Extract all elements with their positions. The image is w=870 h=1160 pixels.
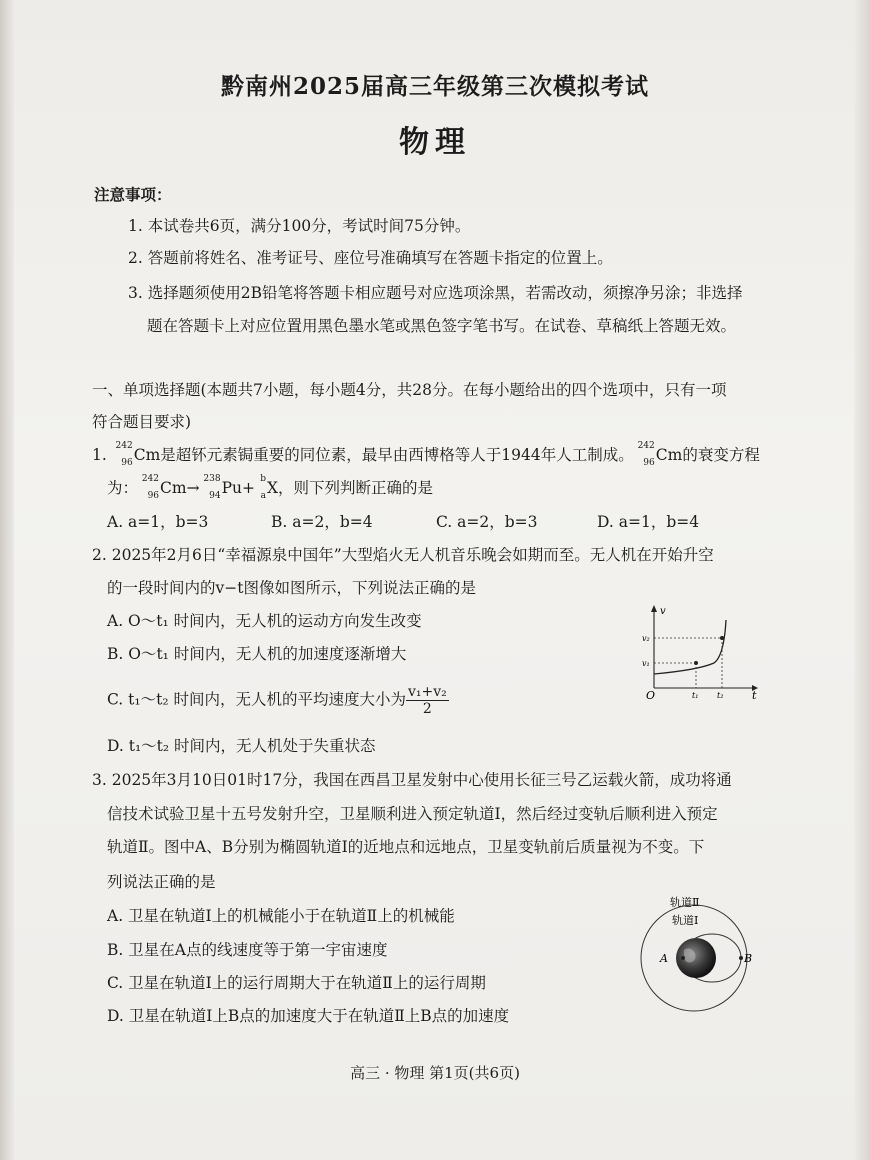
q2-option-a: A. O～t₁ 时间内，无人机的运动方向发生改变 <box>107 612 422 630</box>
q1-option-d: D. a=1，b=4 <box>597 513 700 531</box>
q1-text-b: 的衰变方程 <box>682 446 760 464</box>
q1-text-a: 是超钚元素锔重要的同位素，最早由西博格等人于1944年人工制成。 <box>160 446 634 464</box>
q2-option-b: B. O～t₁ 时间内，无人机的加速度逐渐增大 <box>107 645 407 663</box>
v-axis-arrow <box>651 605 657 612</box>
q2-option-c: C. t₁～t₂ 时间内，无人机的平均速度大小为 $\frac{\text{v₁+v₂}}{2}$ <box>107 684 447 717</box>
point-b-label: B <box>744 952 753 965</box>
exam-title: 黔南州2025届高三年级第三次模拟考试 <box>220 73 649 100</box>
page-shadow-right <box>854 0 870 1160</box>
section-heading-line1: 一、单项选择题(本题共7小题，每小题4分，共28分。在每小题给出的四个选项中，只有一项 <box>92 381 727 399</box>
question-3-line3: 轨道Ⅱ。图中A、B分别为椭圆轨道Ⅰ的近地点和远地点，卫星变轨前后质量视为不变。下 <box>107 838 705 856</box>
section-heading-line2: 符合题目要求) <box>92 413 192 431</box>
point-t2 <box>720 636 724 640</box>
q1-number: 1. <box>92 446 107 464</box>
arrow-icon: → <box>186 479 200 497</box>
t-axis-label: t <box>752 689 757 700</box>
notes-item-3-line2: 题在答题卡上对应位置用黑色墨水笔或黑色签字笔书写。在试卷、草稿纸上答题无效。 <box>147 317 737 335</box>
notes-heading: 注意事项： <box>94 185 172 204</box>
orbit-2-label: 轨道Ⅱ <box>670 896 700 909</box>
notes-item-3-line1: 3. 选择题须使用2B铅笔将答题卡相应题号对应选项涂黑，若需改动，须擦净另涂；非选择 <box>128 284 743 302</box>
question-3-line2: 信技术试验卫星十五号发射升空，卫星顺利进入预定轨道Ⅰ，然后经过变轨后顺利进入预定 <box>107 805 718 823</box>
orbit-1-label: 轨道Ⅰ <box>672 914 699 927</box>
point-a-label: A <box>660 952 668 965</box>
nuclide-pu: 238 94 <box>203 474 221 501</box>
question-1-line2: 为： 242 96 Cm→ 238 94 Pu+ b a X，则下列判断正确的是 <box>107 474 434 501</box>
v2-label: v₂ <box>642 634 650 643</box>
q3-option-b: B. 卫星在A点的线速度等于第一宇宙速度 <box>107 941 388 959</box>
point-b <box>739 956 743 960</box>
origin-label: O <box>646 689 656 700</box>
nuclide-cm-2: 242 96 <box>637 441 655 468</box>
velocity-curve <box>654 620 726 674</box>
page-shadow-left <box>0 0 14 1160</box>
nuclide-cm-3: 242 96 <box>141 474 160 501</box>
orbit-figure <box>636 890 766 1020</box>
average-velocity-fraction: $\frac{\text{v₁+v₂}}{2}$ <box>407 684 447 717</box>
q3-option-a: A. 卫星在轨道Ⅰ上的机械能小于在轨道Ⅱ上的机械能 <box>107 907 455 925</box>
point-t1 <box>694 661 698 665</box>
v1-label: v₁ <box>642 659 650 668</box>
q3-option-d: D. 卫星在轨道Ⅰ上B点的加速度大于在轨道Ⅱ上B点的加速度 <box>107 1007 510 1025</box>
q3-option-c: C. 卫星在轨道Ⅰ上的运行周期大于在轨道Ⅱ上的运行周期 <box>107 974 486 992</box>
t1-label: t₁ <box>692 691 699 700</box>
question-2-line2: 的一段时间内的v−t图像如图所示，下列说法正确的是 <box>107 579 476 597</box>
subject-title: 物理 <box>399 125 471 160</box>
t2-label: t₂ <box>717 691 724 700</box>
question-2-line1: 2. 2025年2月6日“幸福源泉中国年”大型焰火无人机音乐晚会如期而至。无人机在开始升空 <box>92 546 714 564</box>
question-1-line1: 1. 242 96 Cm是超钚元素锔重要的同位素，最早由西博格等人于1944年人工制成。 242 96 Cm的衰变方程 <box>92 441 760 468</box>
v-axis-label: v <box>660 606 666 617</box>
q1-option-c: C. a=2，b=3 <box>436 513 538 531</box>
q2-option-d: D. t₁～t₂ 时间内，无人机处于失重状态 <box>107 737 376 755</box>
notes-item-1: 1. 本试卷共6页，满分100分，考试时间75分钟。 <box>128 217 471 235</box>
question-3-line1: 3. 2025年3月10日01时17分，我国在西昌卫星发射中心使用长征三号乙运载火箭，成功将通 <box>92 771 732 789</box>
question-3-line4: 列说法正确的是 <box>107 873 216 891</box>
q1-option-a: A. a=1，b=3 <box>107 513 209 531</box>
nuclide-cm: 242 96 <box>115 441 133 468</box>
nuclide-x: b a <box>260 474 266 501</box>
notes-item-2: 2. 答题前将姓名、准考证号、座位号准确填写在答题卡指定的位置上。 <box>128 249 613 267</box>
vt-graph <box>640 600 760 700</box>
point-a <box>681 956 685 960</box>
page-footer: 高三 · 物理 第1页(共6页) <box>350 1064 520 1082</box>
q1-option-b: B. a=2，b=4 <box>271 513 373 531</box>
